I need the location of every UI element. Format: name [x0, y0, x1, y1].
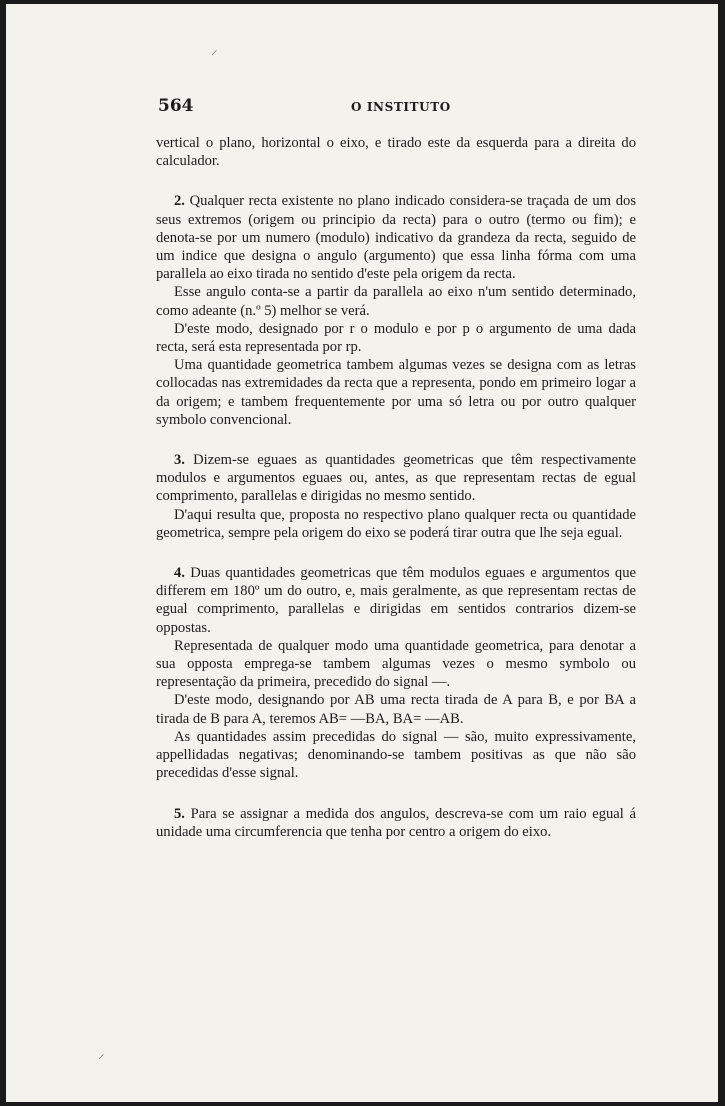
section-number: 2.	[174, 193, 185, 210]
paragraph: D'este modo, designado por r o modulo e por p o argumento de uma dada recta, será esta representada por rp.	[156, 320, 636, 356]
paragraph-section-5: 5. Para se assignar a medida dos angulos, descreva-se com um raio egual á unidade uma circumferencia que tenha por centro a origem do eixo.	[156, 805, 636, 840]
page-header	[156, 96, 636, 124]
section-number: 4.	[174, 565, 185, 582]
paragraph-section-2: 2. Qualquer recta existente no plano indicado considera-se traçada de um dos seus extremos (origem ou principio da recta) para o outro (termo ou fim); e denota-se por um numero (modulo) indicativo da grandeza da recta, seguido de um indice que designa o angulo (argumento) que essa linha fórma com uma parallela ao eixo tirada no sentido d'este pela origem da recta.	[156, 193, 636, 283]
page-content	[156, 96, 636, 841]
paragraph: D'este modo, designando por AB uma recta tirada de A para B, e por BA a tirada de B para A, teremos AB= —BA, BA= —AB.	[156, 692, 636, 727]
page-number: 564	[158, 96, 194, 116]
paragraph: As quantidades assim precedidas do signal — são, muito expressivamente, appellidadas negativas; denominando-se tambem positivas as que não são precedidas d'esse signal.	[156, 728, 636, 782]
ink-mark: ⸝	[211, 43, 218, 58]
running-title: O INSTITUTO	[351, 100, 451, 114]
section-number: 5.	[174, 805, 185, 822]
page	[6, 4, 718, 1102]
paragraph-section-3: 3. Dizem-se eguaes as quantidades geometricas que têm respectivamente modulos e argumentos eguaes ou, antes, as que representam rectas de egual comprimento, parallelas e dirigidas no mesmo sentido.	[156, 452, 636, 505]
paragraph-section-4: 4. Duas quantidades geometricas que têm modulos eguaes e argumentos que differem em 180º um do outro, e, mais geralmente, as que representam rectas de egual comprimento, parallelas e dirigidas em sentidos contrarios dizem-se oppostas.	[156, 565, 636, 636]
section-number: 3.	[174, 452, 185, 469]
paragraph: Representada de qualquer modo uma quantidade geometrica, para denotar a sua opposta emprega-se tambem algumas vezes o mesmo symbolo ou representação da primeira, precedido do signal —.	[156, 637, 636, 691]
paragraph: D'aqui resulta que, proposta no respectivo plano qualquer recta ou quantidade geometrica, sempre pela origem do eixo se poderá tirar outra que lhe seja egual.	[156, 506, 636, 541]
paragraph: vertical o plano, horizontal o eixo, e tirado este da esquerda para a direita do calculador.	[156, 135, 636, 170]
paragraph: Esse angulo conta-se a partir da parallela ao eixo n'um sentido determinado, como adeante (n.º 5) melhor se verá.	[156, 284, 636, 319]
paragraph: Uma quantidade geometrica tambem algumas vezes se designa com as letras collocadas nas extremidades da recta que a representa, pondo em primeiro logar a da origem; e tambem frequentemente por uma só letra ou por outro qualquer symbolo convencional.	[156, 357, 636, 428]
ink-mark: ⸝	[98, 1047, 105, 1062]
